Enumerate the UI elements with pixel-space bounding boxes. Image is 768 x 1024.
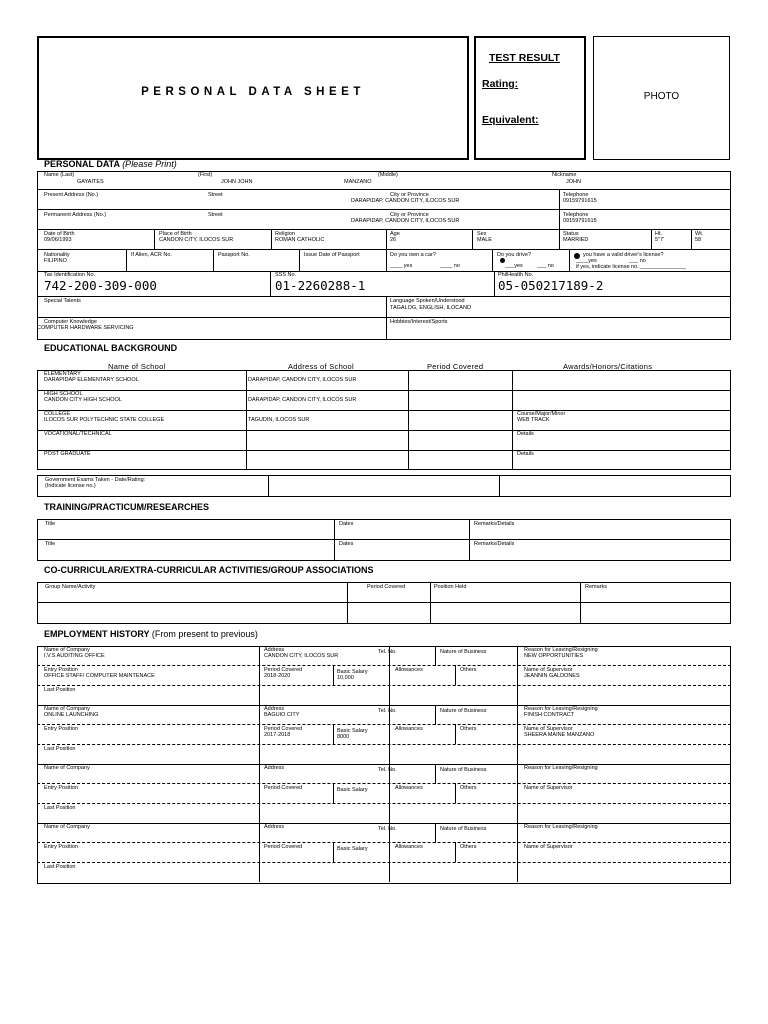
status-value[interactable]: MARRIED [563, 237, 589, 243]
first-name-value[interactable]: JOHN JOHN [221, 179, 253, 185]
sss-label: SSS No. [275, 272, 297, 278]
employment-3-entry-label: Entry Position [44, 785, 78, 791]
postgrad-details-label: Details [517, 451, 534, 457]
college-level: COLLEGE [44, 411, 70, 417]
permanent-city-value[interactable]: DARAPIDAP, CANDON CITY, ILOCOS SUR [351, 218, 460, 224]
computer-knowledge-label: Computer Knowledge [44, 319, 97, 325]
car-yes-option[interactable]: ____ yes [390, 263, 413, 269]
training-row-1-title: Title [45, 521, 56, 527]
cocurricular-heading: CO-CURRICULAR/EXTRA-CURRICULAR ACTIVITIES/GROUP ASSOCIATIONS [44, 565, 374, 575]
training-row-1-remarks: Remarks/Details [474, 521, 515, 527]
present-telephone-value[interactable]: 09159791615 [563, 198, 597, 204]
weight-label: Wt. [695, 231, 704, 237]
employment-4-company-label: Name of Company [44, 824, 90, 830]
employment-1-allowances-label: Allowances [395, 667, 423, 673]
drive-label: Do you drive? [497, 252, 531, 258]
employment-4-reason-label: Reason for Leaving/Resigning [524, 824, 598, 830]
employment-2-address-value[interactable]: BAGUIO CITY [264, 712, 300, 718]
employment-4-others-label: Others [460, 844, 477, 850]
please-print-note: (Please Print) [122, 159, 177, 169]
employment-4-allowances-label: Allowances [395, 844, 423, 850]
employment-1-company-value[interactable]: I.V.S AUDITING OFFICE [44, 653, 105, 659]
test-result-heading: TEST RESULT [489, 52, 560, 64]
name-first-label: (First) [198, 172, 213, 178]
employment-4-period-label: Period Covered [264, 844, 303, 850]
employment-table [37, 646, 731, 884]
cocurricular-remarks-label: Remarks [585, 584, 608, 590]
pob-value[interactable]: CANDON CITY, ILOCOS SUR [159, 237, 234, 243]
equivalent-label: Equivalent: [482, 114, 539, 126]
gov-exams-note: (Indicate license no.) [45, 483, 96, 489]
license-indicate-label: if yes, indicate license no. _______________ [576, 264, 687, 270]
employment-3-supervisor-label: Name of Supervisor [524, 785, 573, 791]
employment-3-nature-label: Nature of Business [440, 767, 487, 773]
language-value[interactable]: TAGALOG, ENGLISH, ILOCANO [390, 305, 472, 311]
employment-1-period-label: Period Covered [264, 667, 303, 673]
employment-1-entry-value[interactable]: OFFICE STAFF/ COMPUTER MAINTENACE [44, 673, 155, 679]
highschool-address[interactable]: DARAPIDAP, CANDON CITY, ILOCOS SUR [248, 397, 357, 403]
employment-2-reason-label: Reason for Leaving/Resigning [524, 706, 598, 712]
employment-4-nature-label: Nature of Business [440, 826, 487, 832]
training-row-2-title: Title [45, 541, 56, 547]
tin-value[interactable]: 742-200-309-000 [44, 278, 157, 293]
gov-exams-label: Government Exams Taken - Date/Rating: [45, 477, 146, 483]
present-city-value[interactable]: DARAPIDAP, CANDON CITY, ILOCOS SUR [351, 198, 460, 204]
employment-3-last-position-label: Last Position [44, 805, 76, 811]
employment-3-period-label: Period Covered [264, 785, 303, 791]
employment-2-tel-label: Tel. No. [378, 708, 397, 714]
middle-name-value[interactable]: MANZANO [344, 179, 372, 185]
pob-label: Place of Birth [159, 231, 192, 237]
employment-1-supervisor-label: Name of Supervisor [524, 667, 573, 673]
employment-2-company-label: Name of Company [44, 706, 90, 712]
employment-note: (From present to previous) [151, 629, 258, 639]
employment-3-salary-label: Basic Salary [337, 787, 368, 793]
employment-2-period-label: Period Covered [264, 726, 303, 732]
col-address-of-school: Address of School [288, 362, 354, 371]
employment-1-company-label: Name of Company [44, 647, 90, 653]
employment-3-allowances-label: Allowances [395, 785, 423, 791]
test-result-box [474, 36, 586, 160]
employment-4-supervisor-label: Name of Supervisor [524, 844, 573, 850]
height-value[interactable]: 5"7' [655, 237, 665, 243]
col-period-covered: Period Covered [427, 362, 484, 371]
training-row-2-dates: Dates [339, 541, 354, 547]
present-city-label: City or Province [390, 192, 429, 198]
nickname-label: Nickname [552, 172, 577, 178]
postgrad-level: POST GRADUATE [44, 451, 91, 457]
license-no-option[interactable]: ___ no [629, 258, 646, 264]
sex-value[interactable]: MALE [477, 237, 492, 243]
employment-1-period-value[interactable]: 2018-2020 [264, 673, 291, 679]
employment-4-tel-label: Tel. No. [378, 826, 397, 832]
employment-2-supervisor-value[interactable]: SHEERA MAINE MANZANO [524, 732, 595, 738]
religion-value[interactable]: ROMAN CATHOLIC [275, 237, 325, 243]
employment-1-entry-label: Entry Position [44, 667, 78, 673]
employment-2-salary-label: Basic Salary [337, 728, 368, 734]
employment-2-supervisor-label: Name of Supervisor [524, 726, 573, 732]
course-value[interactable]: WEB TRACK [517, 417, 550, 423]
age-label: Age [390, 231, 400, 237]
employment-1-reason-value[interactable]: NEW OPPORTUNITIES [524, 653, 584, 659]
permanent-address-label: Permanent Address (No.) [44, 212, 107, 218]
employment-title: EMPLOYMENT HISTORY [44, 629, 150, 639]
training-heading: TRAINING/PRACTICUM/RESEARCHES [44, 502, 210, 512]
license-yes-option[interactable]: ____yes [576, 258, 597, 264]
employment-4-address-label: Address [264, 824, 285, 830]
employment-2-reason-value[interactable]: FINISH CONTRACT [524, 712, 575, 718]
employment-2-address-label: Address [264, 706, 285, 712]
passport-label: Passport No. [218, 252, 250, 258]
col-name-of-school: Name of School [108, 362, 166, 371]
employment-3-others-label: Others [460, 785, 477, 791]
permanent-telephone-label: Telephone [563, 212, 589, 218]
personal-data-title: PERSONAL DATA [44, 159, 120, 169]
nickname-value[interactable]: JOHN [566, 179, 581, 185]
employment-2-salary-value[interactable]: 8000 [337, 734, 350, 740]
training-row-1-dates: Dates [339, 521, 354, 527]
religion-label: Religion [275, 231, 295, 237]
elementary-address[interactable]: DARAPIDAP, CANDON CITY, ILOCOS SUR [248, 377, 357, 383]
col-awards: Awards/Honors/Citations [563, 362, 653, 371]
computer-knowledge-value[interactable]: COMPUTER HARDWARE SERVICING [37, 325, 134, 331]
vocational-details-label: Details [517, 431, 534, 437]
permanent-street-label: Street [208, 212, 223, 218]
employment-3-tel-label: Tel. No. [378, 767, 397, 773]
employment-1-nature-label: Nature of Business [440, 649, 487, 655]
sss-value[interactable]: 01-2260288-1 [275, 278, 366, 293]
height-label: Ht. [655, 231, 663, 237]
special-talents-label: Special Talents [44, 298, 81, 304]
training-table [37, 519, 731, 561]
employment-4-salary-label: Basic Salary [337, 846, 368, 852]
permanent-telephone-value[interactable]: 09159791615 [563, 218, 597, 224]
employment-2-period-value[interactable]: 2017-2018 [264, 732, 291, 738]
present-address-label: Present Address (No.) [44, 192, 99, 198]
age-value[interactable]: 26 [390, 237, 397, 243]
present-street-label: Street [208, 192, 223, 198]
rating-label: Rating: [482, 78, 519, 90]
employment-2-company-value[interactable]: ONLINE LAUNCHING [44, 712, 99, 718]
language-label: Language Spoken/Understood [390, 298, 465, 304]
weight-value[interactable]: 58 [695, 237, 702, 243]
employment-3-company-label: Name of Company [44, 765, 90, 771]
photo-box [593, 36, 730, 160]
employment-1-supervisor-value[interactable]: JEANNIN GALDONES [524, 673, 580, 679]
employment-3-address-label: Address [264, 765, 285, 771]
employment-1-address-value[interactable]: CANDON CITY, ILOCOS SUR [264, 653, 339, 659]
employment-4-last-position-label: Last Position [44, 864, 76, 870]
photo-label: PHOTO [643, 91, 680, 102]
philhealth-value[interactable]: 05-050217189-2 [498, 278, 604, 293]
drive-no-option[interactable]: ___ no [537, 263, 554, 269]
dob-label: Date of Birth [44, 231, 75, 237]
philhealth-label: PhilHealth No. [498, 272, 534, 278]
passport-issue-label: Issue Date of Passport [304, 252, 360, 258]
page-title: PERSONAL DATA SHEET [141, 86, 365, 98]
drive-yes-option[interactable]: ___yes [505, 263, 523, 269]
employment-4-entry-label: Entry Position [44, 844, 78, 850]
cocurricular-period-label: Period Covered [367, 584, 406, 590]
status-label: Status [563, 231, 579, 237]
training-row-2-remarks: Remarks/Details [474, 541, 515, 547]
nationality-value[interactable]: FILIPINO [44, 258, 67, 264]
own-car-label: Do you own a car? [390, 252, 436, 258]
name-middle-label: (Middle) [378, 172, 398, 178]
last-name-value[interactable]: GAYAITES [77, 179, 104, 185]
license-question-label: you have a valid driver's license? [583, 252, 664, 258]
title-box [37, 36, 469, 160]
tin-label: Tax Identification No. [44, 272, 96, 278]
nationality-label: Nationality [44, 252, 70, 258]
employment-1-address-label: Address [264, 647, 285, 653]
employment-2-allowances-label: Allowances [395, 726, 423, 732]
highschool-school[interactable]: CANDON CITY HIGH SCHOOL [44, 397, 122, 403]
elementary-school[interactable]: DARAPIDAP ELEMENTARY SCHOOL [44, 377, 139, 383]
employment-1-last-position-label: Last Position [44, 687, 76, 693]
elementary-level: ELEMENTARY [44, 371, 81, 377]
employment-1-salary-value[interactable]: 10,000 [337, 675, 354, 681]
employment-1-tel-label: Tel. No. [378, 649, 397, 655]
present-telephone-label: Telephone [563, 192, 589, 198]
college-address[interactable]: TAGUDIN, ILOCOS SUR [248, 417, 310, 423]
personal-data-heading [44, 159, 177, 169]
course-label: Course/Major/Minor [517, 411, 566, 417]
highschool-level: HIGH SCHOOL [44, 391, 83, 397]
education-heading: EDUCATIONAL BACKGROUND [44, 343, 178, 353]
name-last-label: Name (Last) [44, 172, 75, 178]
employment-1-salary-label: Basic Salary [337, 669, 368, 675]
car-no-option[interactable]: ____ no [440, 263, 460, 269]
employment-2-others-label: Others [460, 726, 477, 732]
hobbies-label: Hobbies/Interest/Sports [390, 319, 448, 325]
cocurricular-group-label: Group Name/Activity [45, 584, 96, 590]
cocurricular-position-label: Position Held [434, 584, 467, 590]
employment-3-reason-label: Reason for Leaving/Resigning [524, 765, 598, 771]
employment-2-entry-label: Entry Position [44, 726, 78, 732]
vocational-level: VOCATIONAL/TECHNICAL [44, 431, 112, 437]
employment-2-nature-label: Nature of Business [440, 708, 487, 714]
sex-label: Sex [477, 231, 487, 237]
employment-1-reason-label: Reason for Leaving/Resigning [524, 647, 598, 653]
employment-2-last-position-label: Last Position [44, 746, 76, 752]
college-school[interactable]: ILOCOS SUR POLYTECHNIC STATE COLLEGE [44, 417, 165, 423]
employment-heading [44, 629, 258, 639]
dob-value[interactable]: 09/06/1993 [44, 237, 72, 243]
employment-1-others-label: Others [460, 667, 477, 673]
acr-label: If Alien, ACR No. [131, 252, 172, 258]
permanent-city-label: City or Province [390, 212, 429, 218]
